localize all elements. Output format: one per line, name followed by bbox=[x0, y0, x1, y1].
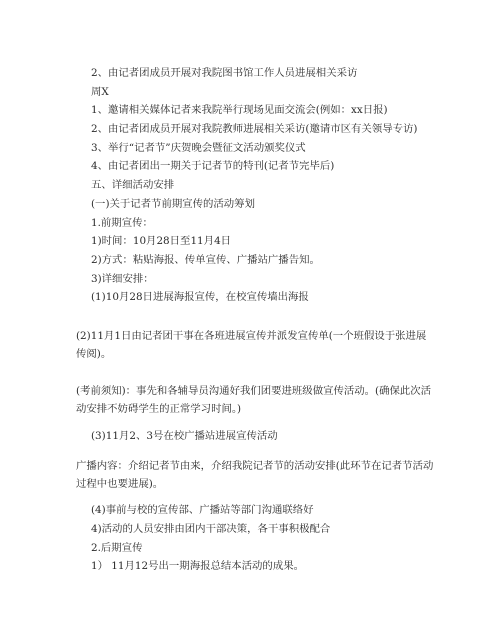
subsection-heading: (一)关于记者节前期宣传的活动筹划 bbox=[91, 198, 255, 210]
text-line: (4)事前与校的宣传部、广播站等部门沟通联络好 bbox=[91, 504, 314, 516]
text-line: 1） 11月12号出一期海报总结本活动的成果。 bbox=[91, 560, 304, 572]
paragraph: (考前须知)：事先和各辅导员沟通好我们团要进班级做宣传活动。(确保此次活动安排不妨碍学生的正常学习时间。) bbox=[76, 385, 432, 415]
text-line: 3)详细安排： bbox=[91, 273, 154, 285]
text-line: (1)10月28日进展海报宣传，在校宣传墙出海报 bbox=[91, 291, 309, 303]
section-heading: 五、详细活动安排 bbox=[91, 179, 175, 191]
paragraph: (2)11月1日由记者团干事在各班进展宣传并派发宣传单(一个班假设于张进展传阅)。 bbox=[76, 330, 427, 360]
text-line: 4、由记者团出一期关于记者节的特刊(记者节完毕后) bbox=[91, 160, 335, 172]
text-line: 1.前期宣传： bbox=[91, 217, 153, 229]
text-line: 1、邀请相关媒体记者来我院举行现场见面交流会(例如：xx日报) bbox=[91, 104, 388, 116]
text-line: (3)11月2、3号在校广播站进展宣传活动 bbox=[91, 430, 278, 442]
text-line: 2)方式：粘贴海报、传单宣传、广播站广播告知。 bbox=[91, 254, 320, 266]
text-line: 2、由记者团成员开展对我院图书馆工作人员进展相关采访 bbox=[91, 67, 358, 79]
text-line: 周X bbox=[91, 86, 109, 98]
text-line: 4)活动的人员安排由团内干部决策，各干事积极配合 bbox=[91, 523, 331, 535]
text-line: 2.后期宣传 bbox=[91, 542, 143, 554]
text-line: 2、由记者团成员开展对我院教师进展相关采访(邀请市区有关领导专访) bbox=[91, 123, 418, 135]
paragraph: 广播内容：介绍记者节由来，介绍我院记者节的活动安排(此环节在记者节活动过程中也要进展)。 bbox=[76, 460, 434, 490]
text-line: 1)时间：10月28日至11月4日 bbox=[91, 235, 232, 247]
text-line: 3、举行“记者节”庆贺晚会暨征文活动颁奖仪式 bbox=[91, 142, 306, 154]
